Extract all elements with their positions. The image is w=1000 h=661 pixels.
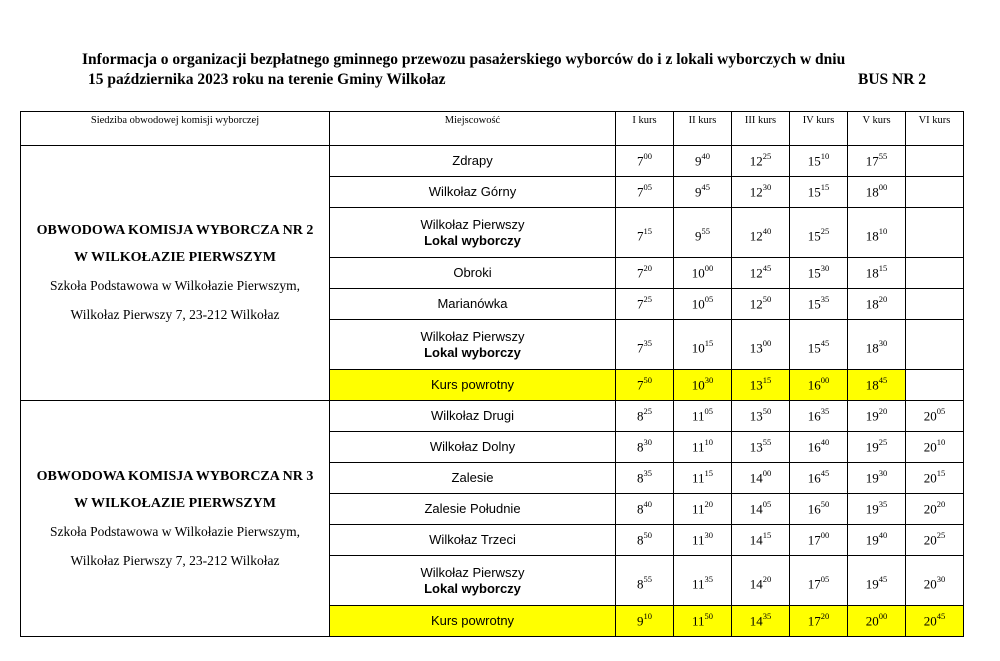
- time-minute: 35: [704, 573, 714, 584]
- time-minute: 30: [762, 182, 772, 193]
- place-name: Wilkołaz Trzeci: [429, 532, 516, 547]
- time-hour: 15: [807, 296, 821, 312]
- time-cell: [732, 494, 790, 525]
- time-minute: 55: [878, 151, 888, 162]
- commission-cell: [21, 146, 330, 401]
- time-minute: 35: [762, 611, 772, 622]
- time-hour: 20: [923, 532, 937, 548]
- time-cell: [848, 208, 906, 258]
- place-name: Wilkołaz Dolny: [429, 439, 516, 454]
- time-minute: 45: [878, 573, 888, 584]
- polling-station-label: Lokal wyborczy: [424, 232, 521, 248]
- place-name: Zdrapy: [452, 153, 493, 168]
- time-hour: 9: [637, 613, 644, 629]
- place-name: Kurs powrotny: [430, 377, 515, 392]
- time-cell: [674, 494, 732, 525]
- time-hour: 19: [865, 470, 879, 486]
- time-hour: 18: [865, 265, 879, 281]
- time-minute: 35: [643, 468, 652, 479]
- time-hour: 19: [865, 532, 879, 548]
- table-row: [21, 146, 964, 177]
- time-hour: 20: [923, 576, 937, 592]
- time-hour: 13: [749, 340, 763, 356]
- commission-cell: [21, 401, 330, 637]
- time-cell: [906, 177, 964, 208]
- time-hour: 20: [923, 470, 937, 486]
- time-hour: 16: [807, 439, 821, 455]
- place-cell: [330, 370, 616, 401]
- time-cell: [732, 258, 790, 289]
- time-cell: [906, 258, 964, 289]
- time-hour: 8: [637, 408, 644, 424]
- time-minute: 50: [643, 530, 652, 541]
- time-minute: 35: [820, 294, 830, 305]
- time-hour: 19: [865, 408, 879, 424]
- time-cell: [674, 432, 732, 463]
- time-minute: 45: [701, 182, 710, 193]
- time-minute: 45: [820, 337, 830, 348]
- place-cell: [330, 463, 616, 494]
- time-hour: 9: [695, 228, 702, 244]
- time-cell: [906, 432, 964, 463]
- time-minute: 20: [936, 499, 946, 510]
- time-cell: [790, 177, 848, 208]
- place-name: Wilkołaz Pierwszy: [420, 328, 525, 344]
- place-cell: [330, 401, 616, 432]
- place-name: Marianówka: [437, 296, 508, 311]
- time-cell: [848, 432, 906, 463]
- time-cell: [848, 289, 906, 320]
- time-minute: 25: [936, 530, 946, 541]
- time-hour: 12: [749, 265, 763, 281]
- time-minute: 45: [936, 611, 946, 622]
- header-cell: Siedziba obwodowej komisji wyborczej: [21, 112, 330, 146]
- time-cell: [674, 208, 732, 258]
- place-cell: [330, 146, 616, 177]
- time-hour: 18: [865, 340, 879, 356]
- time-minute: 15: [936, 468, 946, 479]
- time-hour: 11: [691, 532, 705, 548]
- time-minute: 20: [643, 263, 652, 274]
- place-name: Zalesie: [451, 470, 494, 485]
- time-cell: [848, 463, 906, 494]
- time-minute: 40: [878, 530, 888, 541]
- time-minute: 20: [704, 499, 714, 510]
- header-cell: V kurs: [848, 112, 906, 146]
- time-cell: [906, 401, 964, 432]
- time-cell: [848, 177, 906, 208]
- time-cell: [906, 525, 964, 556]
- commission-school: Szkoła Podstawowa w Wilkołazie Pierwszym,: [49, 278, 301, 293]
- time-minute: 05: [704, 294, 714, 305]
- time-minute: 00: [820, 530, 830, 541]
- time-minute: 10: [820, 151, 830, 162]
- time-hour: 11: [691, 613, 705, 629]
- time-minute: 10: [704, 437, 714, 448]
- time-hour: 7: [637, 377, 644, 393]
- time-hour: 8: [637, 576, 644, 592]
- time-cell: [848, 556, 906, 606]
- time-cell: [732, 606, 790, 637]
- time-hour: 15: [807, 153, 821, 169]
- time-cell: [616, 208, 674, 258]
- time-cell: [732, 289, 790, 320]
- time-cell: [732, 208, 790, 258]
- time-hour: 17: [807, 576, 821, 592]
- time-hour: 7: [637, 228, 644, 244]
- time-minute: 40: [701, 151, 710, 162]
- place-cell: [330, 289, 616, 320]
- commission-name: OBWODOWA KOMISJA WYBORCZA NR 3: [36, 468, 314, 484]
- time-hour: 7: [637, 153, 644, 169]
- time-cell: [674, 177, 732, 208]
- time-minute: 55: [643, 573, 652, 584]
- time-hour: 16: [807, 377, 821, 393]
- place-cell: [330, 494, 616, 525]
- time-minute: 00: [820, 375, 830, 386]
- time-minute: 30: [878, 468, 888, 479]
- header-cell: II kurs: [674, 112, 732, 146]
- time-hour: 9: [695, 153, 702, 169]
- time-minute: 15: [704, 337, 714, 348]
- time-hour: 13: [749, 377, 763, 393]
- time-cell: [616, 146, 674, 177]
- time-minute: 50: [643, 375, 652, 386]
- time-minute: 30: [820, 263, 830, 274]
- time-cell: [790, 401, 848, 432]
- place-name: Wilkołaz Pierwszy: [420, 216, 525, 232]
- time-hour: 19: [865, 501, 879, 517]
- time-hour: 20: [923, 439, 937, 455]
- time-hour: 14: [749, 613, 763, 629]
- place-name: Kurs powrotny: [430, 613, 515, 628]
- time-hour: 11: [691, 439, 705, 455]
- time-hour: 19: [865, 439, 879, 455]
- schedule-table: [20, 111, 964, 637]
- time-cell: [732, 556, 790, 606]
- time-minute: 15: [643, 225, 652, 236]
- time-minute: 25: [820, 225, 830, 236]
- time-cell: [616, 370, 674, 401]
- time-cell: [674, 463, 732, 494]
- time-cell: [790, 606, 848, 637]
- time-hour: 11: [691, 576, 705, 592]
- commission-name: OBWODOWA KOMISJA WYBORCZA NR 2: [36, 223, 314, 238]
- time-cell: [790, 258, 848, 289]
- time-cell: [674, 401, 732, 432]
- time-cell: [732, 320, 790, 370]
- time-hour: 16: [807, 470, 821, 486]
- time-hour: 14: [749, 576, 763, 592]
- time-minute: 10: [643, 611, 652, 622]
- time-hour: 13: [749, 408, 763, 424]
- time-cell: [848, 606, 906, 637]
- time-cell: [790, 289, 848, 320]
- time-hour: 14: [749, 532, 763, 548]
- time-cell: [674, 370, 732, 401]
- commission-school: Szkoła Podstawowa w Wilkołazie Pierwszym,: [49, 523, 301, 539]
- time-cell: [616, 258, 674, 289]
- time-minute: 50: [762, 294, 772, 305]
- time-minute: 00: [643, 151, 652, 162]
- time-minute: 50: [704, 611, 714, 622]
- time-minute: 25: [643, 294, 652, 305]
- time-hour: 10: [691, 377, 705, 393]
- time-minute: 35: [878, 499, 888, 510]
- time-hour: 19: [865, 576, 879, 592]
- time-cell: [848, 370, 906, 401]
- time-hour: 17: [807, 613, 821, 629]
- time-cell: [674, 258, 732, 289]
- time-hour: 9: [695, 184, 702, 200]
- time-cell: [616, 606, 674, 637]
- table-row: [21, 401, 964, 432]
- time-minute: 25: [643, 406, 652, 417]
- time-minute: 35: [643, 337, 652, 348]
- time-hour: 18: [865, 296, 879, 312]
- time-cell: [790, 370, 848, 401]
- time-cell: [906, 289, 964, 320]
- time-hour: 18: [865, 228, 879, 244]
- time-hour: 7: [637, 340, 644, 356]
- time-minute: 05: [704, 406, 714, 417]
- time-minute: 15: [820, 182, 830, 193]
- time-cell: [674, 289, 732, 320]
- time-minute: 15: [762, 530, 772, 541]
- time-minute: 25: [878, 437, 888, 448]
- time-minute: 05: [762, 499, 772, 510]
- time-cell: [674, 320, 732, 370]
- time-minute: 30: [704, 530, 714, 541]
- time-hour: 12: [749, 228, 763, 244]
- time-minute: 25: [762, 151, 772, 162]
- time-minute: 10: [878, 225, 888, 236]
- time-cell: [906, 208, 964, 258]
- commission-address: Wilkołaz Pierwszy 7, 23-212 Wilkołaz: [70, 307, 280, 322]
- time-minute: 45: [820, 468, 830, 479]
- time-cell: [848, 258, 906, 289]
- time-minute: 00: [704, 263, 714, 274]
- polling-station-label: Lokal wyborczy: [424, 344, 521, 360]
- time-hour: 16: [807, 408, 821, 424]
- time-hour: 10: [691, 296, 705, 312]
- time-cell: [906, 146, 964, 177]
- time-hour: 15: [807, 265, 821, 281]
- time-minute: 35: [820, 406, 830, 417]
- place-cell: [330, 432, 616, 463]
- time-cell: [732, 463, 790, 494]
- time-minute: 05: [643, 182, 652, 193]
- time-minute: 30: [704, 375, 714, 386]
- time-cell: [906, 494, 964, 525]
- time-cell: [848, 494, 906, 525]
- time-cell: [732, 432, 790, 463]
- time-minute: 05: [936, 406, 946, 417]
- time-cell: [906, 556, 964, 606]
- time-cell: [848, 525, 906, 556]
- place-cell: [330, 208, 616, 258]
- time-minute: 00: [762, 337, 772, 348]
- time-cell: [790, 525, 848, 556]
- polling-station-label: Lokal wyborczy: [424, 580, 521, 596]
- time-hour: 20: [865, 613, 879, 629]
- time-minute: 50: [762, 406, 772, 417]
- time-cell: [616, 401, 674, 432]
- time-minute: 30: [643, 437, 652, 448]
- time-hour: 14: [749, 501, 763, 517]
- time-hour: 17: [807, 532, 821, 548]
- time-hour: 7: [637, 265, 644, 281]
- time-hour: 12: [749, 296, 763, 312]
- bus-number: BUS NR 2: [858, 71, 927, 88]
- time-minute: 40: [643, 499, 652, 510]
- time-cell: [616, 432, 674, 463]
- time-hour: 20: [923, 613, 937, 629]
- time-hour: 18: [865, 184, 879, 200]
- place-name: Obroki: [453, 265, 492, 280]
- time-cell: [732, 177, 790, 208]
- time-cell: [616, 494, 674, 525]
- time-cell: [790, 320, 848, 370]
- time-hour: 15: [807, 340, 821, 356]
- time-cell: [616, 177, 674, 208]
- time-cell: [674, 146, 732, 177]
- time-cell: [906, 320, 964, 370]
- time-minute: 15: [704, 468, 714, 479]
- time-minute: 30: [878, 337, 888, 348]
- time-minute: 45: [762, 263, 772, 274]
- place-name: Wilkołaz Pierwszy: [420, 564, 525, 580]
- time-minute: 30: [936, 573, 946, 584]
- place-cell: [330, 525, 616, 556]
- time-hour: 10: [691, 265, 705, 281]
- place-name: Wilkołaz Drugi: [430, 408, 515, 423]
- time-hour: 8: [637, 470, 644, 486]
- time-hour: 7: [637, 296, 644, 312]
- time-cell: [616, 320, 674, 370]
- commission-address: Wilkołaz Pierwszy 7, 23-212 Wilkołaz: [70, 552, 280, 568]
- time-hour: 11: [691, 501, 705, 517]
- time-hour: 12: [749, 153, 763, 169]
- time-hour: 10: [691, 340, 705, 356]
- place-cell: [330, 556, 616, 606]
- time-cell: [790, 432, 848, 463]
- time-minute: 20: [762, 573, 772, 584]
- time-minute: 55: [762, 437, 772, 448]
- time-minute: 10: [936, 437, 946, 448]
- place-cell: [330, 258, 616, 289]
- time-minute: 40: [820, 437, 830, 448]
- time-hour: 16: [807, 501, 821, 517]
- title-line-2: 15 października 2023 roku na terenie Gminy Wilkołaz: [88, 71, 446, 88]
- time-cell: [790, 463, 848, 494]
- time-minute: 15: [878, 263, 888, 274]
- header-cell: IV kurs: [790, 112, 848, 146]
- time-hour: 7: [637, 184, 644, 200]
- time-cell: [790, 494, 848, 525]
- time-cell: [790, 208, 848, 258]
- time-hour: 8: [637, 532, 644, 548]
- time-minute: 00: [878, 611, 888, 622]
- time-hour: 8: [637, 439, 644, 455]
- header-cell: Miejscowość: [330, 112, 616, 146]
- time-hour: 11: [691, 408, 705, 424]
- time-minute: 55: [701, 225, 710, 236]
- time-hour: 18: [865, 377, 879, 393]
- place-cell: [330, 320, 616, 370]
- time-cell: [790, 556, 848, 606]
- header-cell: III kurs: [732, 112, 790, 146]
- time-minute: 20: [878, 294, 888, 305]
- time-cell: [616, 525, 674, 556]
- time-hour: 13: [749, 439, 763, 455]
- title-line-1: Informacja o organizacji bezpłatnego gminnego przewozu pasażerskiego wyborców do i z lokali wyborczych w dniu: [82, 51, 846, 68]
- time-cell: [848, 146, 906, 177]
- time-cell: [848, 320, 906, 370]
- time-minute: 20: [878, 406, 888, 417]
- time-hour: 15: [807, 228, 821, 244]
- header-cell: VI kurs: [906, 112, 964, 146]
- time-cell: [906, 463, 964, 494]
- time-hour: 15: [807, 184, 821, 200]
- time-hour: 11: [691, 470, 705, 486]
- time-cell: [790, 146, 848, 177]
- time-hour: 20: [923, 408, 937, 424]
- time-cell: [674, 525, 732, 556]
- header-cell: I kurs: [616, 112, 674, 146]
- time-hour: 12: [749, 184, 763, 200]
- time-minute: 15: [762, 375, 772, 386]
- time-hour: 14: [749, 470, 763, 486]
- time-cell: [906, 370, 964, 401]
- header-row: [21, 112, 964, 146]
- time-cell: [848, 401, 906, 432]
- time-minute: 05: [820, 573, 830, 584]
- time-minute: 50: [820, 499, 830, 510]
- time-cell: [674, 556, 732, 606]
- commission-name-location: W WILKOŁAZIE PIERWSZYM: [73, 250, 277, 265]
- time-minute: 45: [878, 375, 888, 386]
- commission-name-location: W WILKOŁAZIE PIERWSZYM: [73, 495, 277, 511]
- time-minute: 00: [762, 468, 772, 479]
- time-cell: [616, 556, 674, 606]
- time-minute: 00: [878, 182, 888, 193]
- time-cell: [674, 606, 732, 637]
- time-cell: [732, 525, 790, 556]
- place-cell: [330, 606, 616, 637]
- time-hour: 8: [637, 501, 644, 517]
- time-cell: [732, 146, 790, 177]
- time-cell: [616, 289, 674, 320]
- time-cell: [732, 370, 790, 401]
- place-name: Wilkołaz Górny: [428, 184, 517, 199]
- time-cell: [732, 401, 790, 432]
- time-minute: 20: [820, 611, 830, 622]
- place-name: Zalesie Południe: [424, 501, 521, 516]
- place-cell: [330, 177, 616, 208]
- time-minute: 40: [762, 225, 772, 236]
- time-hour: 20: [923, 501, 937, 517]
- time-hour: 17: [865, 153, 879, 169]
- time-cell: [616, 463, 674, 494]
- time-cell: [906, 606, 964, 637]
